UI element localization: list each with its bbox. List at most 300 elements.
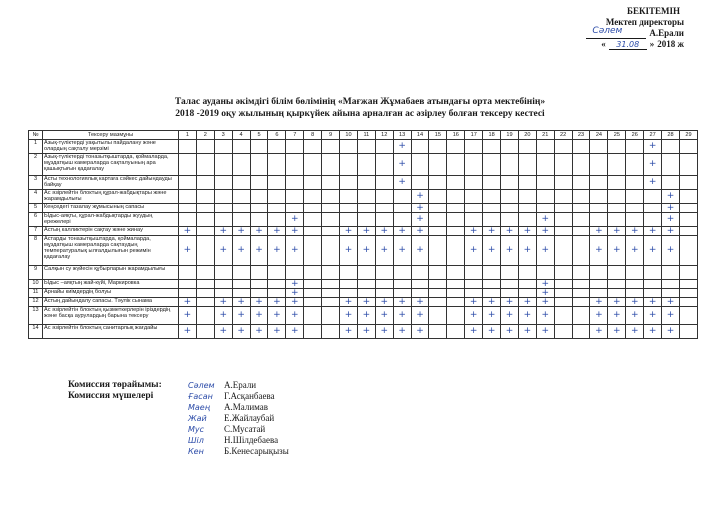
- check-mark: +: [648, 177, 657, 187]
- check-mark: +: [237, 245, 245, 255]
- day-cell: [250, 289, 268, 298]
- day-cell: [447, 140, 465, 154]
- day-cell: [608, 213, 626, 227]
- day-cell: [662, 154, 680, 176]
- day-cell: [626, 227, 644, 236]
- row-content: Салқын су жүйесін құбырларын жарамдылығы: [43, 266, 179, 280]
- day-cell: [179, 236, 197, 266]
- day-cell: [232, 154, 250, 176]
- day-cell: [286, 325, 304, 339]
- day-cell: [572, 154, 590, 176]
- day-cell: [340, 289, 358, 298]
- check-mark: +: [469, 310, 478, 320]
- day-cell: [232, 236, 250, 266]
- row-content: Ас әзірлейтін блоктың құрал-жабдықтары және жарамдылығы: [43, 190, 179, 204]
- day-cell: [214, 204, 232, 213]
- day-cell: [572, 325, 590, 339]
- day-cell: [322, 140, 340, 154]
- day-cell: [554, 154, 572, 176]
- row-number: 12: [29, 298, 43, 307]
- day-cell: [304, 325, 322, 339]
- day-cell: [214, 236, 232, 266]
- day-cell: [268, 140, 286, 154]
- day-cell: [679, 204, 697, 213]
- day-cell: [679, 307, 697, 325]
- check-mark: +: [541, 297, 550, 307]
- table-row: [29, 325, 698, 339]
- check-mark: +: [541, 288, 550, 298]
- check-mark: +: [255, 310, 263, 320]
- day-cell: [286, 289, 304, 298]
- row-content: Азық-түліктерді тоназытқыштарда, қоймаларда, мұздатқыш камераларда сақталуының ара қашықтығын қадағалау: [43, 154, 179, 176]
- check-mark: +: [398, 141, 406, 151]
- day-cell: [536, 325, 554, 339]
- day-cell: [626, 176, 644, 190]
- day-cell: [196, 140, 214, 154]
- approval-block: [514, 6, 684, 50]
- day-cell: [483, 213, 501, 227]
- day-cell: [608, 236, 626, 266]
- day-cell: [501, 236, 519, 266]
- day-cell: [304, 154, 322, 176]
- check-mark: +: [362, 326, 371, 336]
- approval-year: 2018 ж: [657, 39, 684, 49]
- check-mark: +: [523, 310, 532, 320]
- day-cell: [465, 190, 483, 204]
- header-day: 6: [268, 131, 286, 140]
- day-cell: [214, 154, 232, 176]
- day-cell: [536, 213, 554, 227]
- day-cell: [429, 298, 447, 307]
- day-cell: [483, 266, 501, 280]
- check-mark: +: [541, 279, 550, 289]
- day-cell: [196, 227, 214, 236]
- day-cell: [375, 204, 393, 213]
- day-cell: [626, 307, 644, 325]
- day-cell: [679, 154, 697, 176]
- header-day: 8: [304, 131, 322, 140]
- day-cell: [340, 140, 358, 154]
- day-cell: [536, 204, 554, 213]
- check-mark: +: [398, 177, 406, 187]
- row-number: 7: [29, 227, 43, 236]
- check-mark: +: [541, 326, 550, 336]
- check-mark: +: [291, 279, 299, 289]
- day-cell: [518, 227, 536, 236]
- day-cell: [304, 176, 322, 190]
- check-mark: +: [648, 141, 657, 151]
- check-mark: +: [255, 326, 263, 336]
- table-row: [29, 227, 698, 236]
- day-cell: [447, 307, 465, 325]
- check-mark: +: [487, 310, 496, 320]
- day-cell: [572, 190, 590, 204]
- check-mark: +: [273, 226, 281, 236]
- check-mark: +: [255, 226, 263, 236]
- title-line-2: 2018 -2019 оқу жылының қыркүйек айына арналған ас әзірлеу болған тексеру кестесі: [175, 109, 545, 119]
- day-cell: [411, 298, 429, 307]
- member-name: Б.Кенесарықызы: [224, 446, 289, 456]
- day-cell: [536, 298, 554, 307]
- check-mark: +: [469, 297, 478, 307]
- day-cell: [429, 140, 447, 154]
- day-cell: [357, 298, 375, 307]
- day-cell: [340, 176, 358, 190]
- check-mark: +: [541, 310, 550, 320]
- day-cell: [196, 204, 214, 213]
- day-cell: [608, 280, 626, 289]
- day-cell: [626, 190, 644, 204]
- day-cell: [286, 190, 304, 204]
- day-cell: [518, 213, 536, 227]
- day-cell: [572, 176, 590, 190]
- day-cell: [483, 154, 501, 176]
- row-number: 6: [29, 213, 43, 227]
- day-cell: [554, 140, 572, 154]
- day-cell: [536, 236, 554, 266]
- day-cell: [608, 307, 626, 325]
- day-cell: [357, 307, 375, 325]
- day-cell: [196, 289, 214, 298]
- day-cell: [268, 266, 286, 280]
- day-cell: [644, 298, 662, 307]
- day-cell: [393, 280, 411, 289]
- member-name: Н.Шілдебаева: [224, 435, 279, 445]
- day-cell: [214, 190, 232, 204]
- day-cell: [662, 227, 680, 236]
- day-cell: [590, 227, 608, 236]
- approval-heading: БЕКІТЕМІН: [627, 6, 680, 16]
- check-mark: +: [416, 310, 424, 320]
- day-cell: [518, 289, 536, 298]
- check-mark: +: [237, 226, 245, 236]
- check-mark: +: [291, 245, 299, 255]
- day-cell: [644, 190, 662, 204]
- day-cell: [429, 213, 447, 227]
- day-cell: [590, 176, 608, 190]
- table-row: [29, 298, 698, 307]
- day-cell: [626, 266, 644, 280]
- day-cell: [411, 227, 429, 236]
- day-cell: [679, 266, 697, 280]
- day-cell: [375, 280, 393, 289]
- day-cell: [554, 213, 572, 227]
- day-cell: [590, 154, 608, 176]
- day-cell: [554, 236, 572, 266]
- check-mark: +: [273, 310, 281, 320]
- day-cell: [393, 190, 411, 204]
- day-cell: [250, 190, 268, 204]
- day-cell: [286, 266, 304, 280]
- day-cell: [518, 190, 536, 204]
- day-cell: [536, 266, 554, 280]
- day-cell: [644, 289, 662, 298]
- day-cell: [393, 213, 411, 227]
- day-cell: [268, 213, 286, 227]
- day-cell: [375, 190, 393, 204]
- day-cell: [554, 325, 572, 339]
- day-cell: [179, 140, 197, 154]
- day-cell: [357, 266, 375, 280]
- day-cell: [447, 213, 465, 227]
- day-cell: [357, 213, 375, 227]
- day-cell: [662, 176, 680, 190]
- check-mark: +: [398, 159, 406, 169]
- table-row: [29, 289, 698, 298]
- row-content: Ыдыс –аяқтың жай-күйі, Маркировка: [43, 280, 179, 289]
- check-mark: +: [630, 245, 639, 255]
- day-cell: [554, 298, 572, 307]
- day-cell: [626, 140, 644, 154]
- day-cell: [411, 204, 429, 213]
- day-cell: [679, 227, 697, 236]
- day-cell: [679, 298, 697, 307]
- check-mark: +: [380, 310, 389, 320]
- day-cell: [232, 298, 250, 307]
- check-mark: +: [183, 245, 192, 255]
- day-cell: [626, 280, 644, 289]
- day-cell: [375, 213, 393, 227]
- member-name: Е.Жайлаубай: [224, 413, 275, 423]
- day-cell: [232, 204, 250, 213]
- day-cell: [286, 204, 304, 213]
- check-mark: +: [595, 297, 603, 307]
- day-cell: [429, 204, 447, 213]
- day-cell: [196, 154, 214, 176]
- day-cell: [268, 154, 286, 176]
- header-day: 4: [232, 131, 250, 140]
- member-signature: Ғасан: [188, 392, 213, 401]
- day-cell: [375, 298, 393, 307]
- day-cell: [214, 140, 232, 154]
- day-cell: [465, 289, 483, 298]
- check-mark: +: [255, 245, 263, 255]
- day-cell: [375, 325, 393, 339]
- row-content: Арнайы киімдердің болуы: [43, 289, 179, 298]
- check-mark: +: [648, 326, 657, 336]
- day-cell: [286, 307, 304, 325]
- check-mark: +: [219, 245, 227, 255]
- day-cell: [554, 266, 572, 280]
- day-cell: [590, 298, 608, 307]
- check-mark: +: [541, 226, 550, 236]
- member-entry: [188, 391, 289, 402]
- check-mark: +: [469, 226, 478, 236]
- header-day: 18: [483, 131, 501, 140]
- check-mark: +: [487, 245, 496, 255]
- day-cell: [322, 325, 340, 339]
- check-mark: +: [291, 297, 299, 307]
- check-mark: +: [595, 245, 603, 255]
- check-mark: +: [469, 326, 478, 336]
- header-day: 16: [447, 131, 465, 140]
- day-cell: [679, 325, 697, 339]
- day-cell: [411, 176, 429, 190]
- day-cell: [304, 307, 322, 325]
- day-cell: [626, 154, 644, 176]
- header-day: 3: [214, 131, 232, 140]
- day-cell: [196, 307, 214, 325]
- day-cell: [250, 176, 268, 190]
- day-cell: [572, 307, 590, 325]
- header-day: 9: [322, 131, 340, 140]
- day-cell: [196, 280, 214, 289]
- day-cell: [286, 140, 304, 154]
- check-mark: +: [362, 226, 371, 236]
- day-cell: [268, 227, 286, 236]
- check-mark: +: [416, 191, 424, 201]
- day-cell: [357, 236, 375, 266]
- day-cell: [662, 213, 680, 227]
- director-signature: Сәлем: [586, 28, 646, 39]
- day-cell: [626, 204, 644, 213]
- day-cell: [357, 280, 375, 289]
- day-cell: [214, 266, 232, 280]
- day-cell: [608, 140, 626, 154]
- day-cell: [626, 213, 644, 227]
- day-cell: [483, 190, 501, 204]
- day-cell: [465, 204, 483, 213]
- day-cell: [304, 140, 322, 154]
- day-cell: [250, 266, 268, 280]
- day-cell: [536, 289, 554, 298]
- row-content: Ас әзірлейтін блоктың қызметкерлерін іріздердің және басқа аурулардың барына тексеру: [43, 307, 179, 325]
- day-cell: [447, 266, 465, 280]
- day-cell: [644, 236, 662, 266]
- day-cell: [179, 154, 197, 176]
- member-entry: [188, 402, 289, 413]
- day-cell: [518, 154, 536, 176]
- day-cell: [214, 280, 232, 289]
- day-cell: [340, 298, 358, 307]
- day-cell: [179, 289, 197, 298]
- check-mark: +: [666, 214, 675, 224]
- check-mark: +: [648, 310, 657, 320]
- table-row: [29, 204, 698, 213]
- check-mark: +: [666, 226, 675, 236]
- day-cell: [536, 307, 554, 325]
- day-cell: [644, 266, 662, 280]
- check-mark: +: [416, 203, 424, 213]
- check-mark: +: [219, 310, 227, 320]
- header-no: №: [29, 131, 43, 140]
- day-cell: [357, 289, 375, 298]
- day-cell: [501, 325, 519, 339]
- day-cell: [375, 266, 393, 280]
- check-mark: +: [648, 245, 657, 255]
- day-cell: [626, 236, 644, 266]
- day-cell: [644, 307, 662, 325]
- day-cell: [232, 289, 250, 298]
- day-cell: [608, 176, 626, 190]
- chair-name: А.Ерали: [224, 380, 257, 390]
- day-cell: [447, 204, 465, 213]
- day-cell: [501, 266, 519, 280]
- day-cell: [232, 325, 250, 339]
- day-cell: [322, 236, 340, 266]
- day-cell: [518, 266, 536, 280]
- day-cell: [447, 325, 465, 339]
- day-cell: [572, 227, 590, 236]
- day-cell: [608, 227, 626, 236]
- day-cell: [322, 213, 340, 227]
- members-label: Комиссия мүшелері: [68, 391, 154, 401]
- check-mark: +: [505, 226, 514, 236]
- check-mark: +: [362, 297, 371, 307]
- day-cell: [179, 227, 197, 236]
- check-mark: +: [613, 297, 621, 307]
- row-number: 14: [29, 325, 43, 339]
- day-cell: [411, 213, 429, 227]
- day-cell: [179, 280, 197, 289]
- day-cell: [679, 176, 697, 190]
- day-cell: [679, 289, 697, 298]
- day-cell: [662, 298, 680, 307]
- day-cell: [393, 176, 411, 190]
- check-mark: +: [344, 326, 353, 336]
- table-row: [29, 266, 698, 280]
- row-number: 10: [29, 280, 43, 289]
- commission-labels: [68, 380, 162, 402]
- day-cell: [429, 325, 447, 339]
- day-cell: [196, 298, 214, 307]
- day-cell: [268, 289, 286, 298]
- check-mark: +: [183, 326, 192, 336]
- check-mark: +: [595, 226, 603, 236]
- day-cell: [196, 266, 214, 280]
- approval-signature-row: [514, 28, 684, 39]
- day-cell: [393, 307, 411, 325]
- day-cell: [340, 266, 358, 280]
- check-mark: +: [648, 159, 657, 169]
- day-cell: [501, 204, 519, 213]
- day-cell: [679, 236, 697, 266]
- day-cell: [662, 289, 680, 298]
- day-cell: [429, 236, 447, 266]
- day-cell: [268, 236, 286, 266]
- check-mark: +: [613, 310, 621, 320]
- check-mark: +: [237, 297, 245, 307]
- day-cell: [465, 176, 483, 190]
- day-cell: [322, 298, 340, 307]
- header-day: 17: [465, 131, 483, 140]
- check-mark: +: [541, 214, 550, 224]
- day-cell: [590, 266, 608, 280]
- day-cell: [465, 298, 483, 307]
- day-cell: [357, 204, 375, 213]
- check-mark: +: [416, 297, 424, 307]
- day-cell: [501, 154, 519, 176]
- day-cell: [196, 176, 214, 190]
- day-cell: [268, 307, 286, 325]
- row-number: 2: [29, 154, 43, 176]
- chair-signature: Сәлем: [188, 381, 215, 390]
- member-signature: Шіл: [188, 436, 204, 445]
- day-cell: [608, 325, 626, 339]
- check-mark: +: [398, 245, 406, 255]
- row-number: 3: [29, 176, 43, 190]
- table-row: [29, 213, 698, 227]
- row-content: Астың дайындалу сапасы. Тәулік сынама: [43, 298, 179, 307]
- header-day: 26: [626, 131, 644, 140]
- check-mark: +: [666, 297, 675, 307]
- day-cell: [286, 280, 304, 289]
- day-cell: [501, 298, 519, 307]
- check-mark: +: [487, 297, 496, 307]
- row-content: Ыдыс-аяқты, құрал-жабдықтарды жуудың ережелері: [43, 213, 179, 227]
- day-cell: [250, 280, 268, 289]
- day-cell: [214, 176, 232, 190]
